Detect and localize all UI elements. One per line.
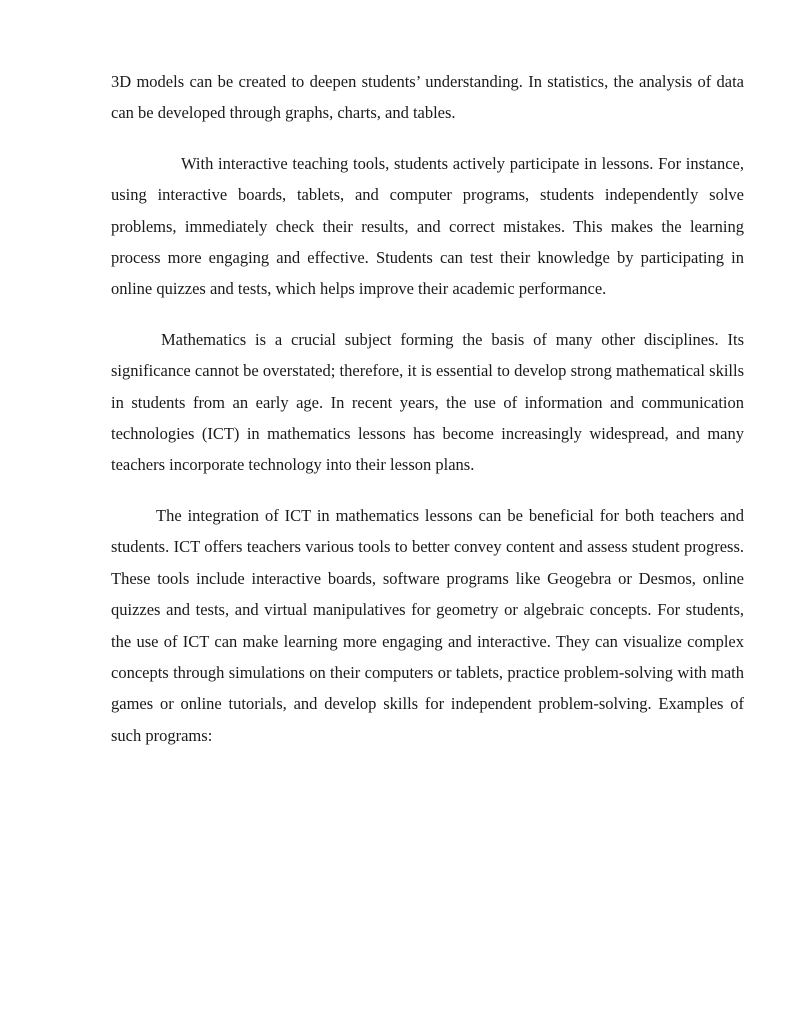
- paragraph-3: Mathematics is a crucial subject forming the basis of many other disciplines. Its significance cannot be overstated; therefore, it is essential to develop strong mathematical skills in students from an early age. In recent years, the use of information and communication technologies (ICT) in mathematics lessons has become increasingly widespread, and many teachers incorporate technology into their lesson plans.: [111, 329, 744, 475]
- document-page: [111, 66, 744, 751]
- paragraph-4: The integration of ICT in mathematics lessons can be beneficial for both teachers and students. ICT offers teachers various tools to better convey content and assess student progress. These tools include interactive boards, software programs like Geogebra or Desmos, online quizzes and tests, and virtual manipulatives for geometry or algebraic concepts. For students, the use of ICT can make learning more engaging and interactive. They can visualize complex concepts through simulations on their computers or tablets, practice problem-solving with math games or online tutorials, and develop skills for independent problem-solving. Examples of such programs:: [111, 505, 744, 745]
- paragraph-2: With interactive teaching tools, students actively participate in lessons. For instance, using interactive boards, tablets, and computer programs, students independently solve problems, immediately check their results, and correct mistakes. This makes the learning process more engaging and effective. Students can test their knowledge by participating in online quizzes and tests, which helps improve their academic performance.: [111, 153, 744, 299]
- paragraph-1: 3D models can be created to deepen students’ understanding. In statistics, the analysis of data can be developed through graphs, charts, and tables.: [111, 72, 744, 123]
